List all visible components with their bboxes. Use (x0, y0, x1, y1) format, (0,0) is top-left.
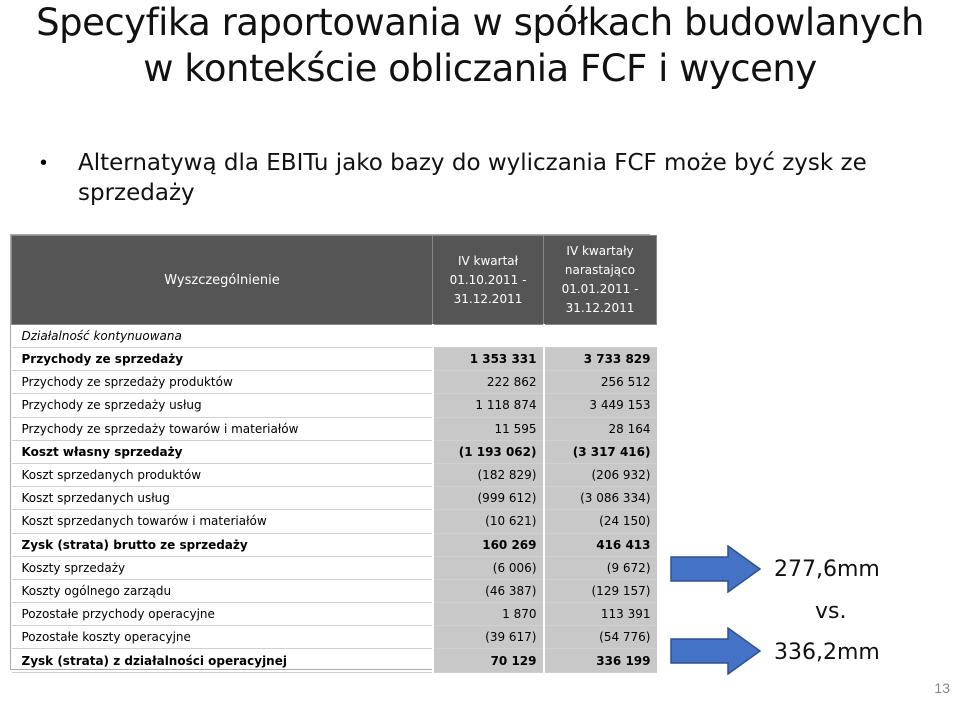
slide-title (0, 0, 960, 92)
row-q4: (10 621) (433, 510, 544, 533)
row-ytd: (206 932) (544, 463, 657, 486)
row-label: Przychody ze sprzedaży produktów (12, 371, 433, 394)
row-label: Koszty sprzedaży (12, 556, 433, 579)
row-q4: (182 829) (433, 463, 544, 486)
row-ytd: 28 164 (544, 417, 657, 440)
table-row (12, 510, 657, 533)
header-spec: Wyszczególnienie (12, 236, 433, 325)
bullet-text: Alternatywą dla EBITu jako bazy do wyliczania FCF może być zysk ze sprzedaży (78, 150, 867, 206)
header-ytd-line2: narastająco (564, 263, 636, 277)
row-q4: (46 387) (433, 579, 544, 602)
arrow-right-icon-top (670, 545, 762, 593)
row-ytd: (24 150) (544, 510, 657, 533)
row-label: Koszt sprzedanych usług (12, 487, 433, 510)
row-q4: 1 353 331 (433, 348, 544, 371)
table-row (12, 603, 657, 626)
row-label: Zysk (strata) z działalności operacyjnej (12, 649, 433, 672)
value-ebit: 277,6mm (774, 557, 880, 582)
header-ytd-line4: 31.12.2011 (565, 301, 635, 315)
row-q4: 1 118 874 (433, 394, 544, 417)
table-header-row (12, 236, 657, 325)
row-q4: (6 006) (433, 556, 544, 579)
financial-table-grid (11, 235, 657, 673)
table-row (12, 417, 657, 440)
table-row (12, 579, 657, 602)
bullet-dot-icon: • (40, 152, 48, 174)
row-ytd: 3 449 153 (544, 394, 657, 417)
header-q4-line3: 31.12.2011 (453, 291, 523, 306)
header-q4-line1: IV kwartał (457, 253, 519, 268)
table-row (12, 626, 657, 649)
row-ytd (544, 325, 657, 348)
row-ytd: 416 413 (544, 533, 657, 556)
row-ytd: 3 733 829 (544, 348, 657, 371)
row-label: Przychody ze sprzedaży (12, 348, 433, 371)
row-ytd: (54 776) (544, 626, 657, 649)
row-q4: (1 193 062) (433, 440, 544, 463)
row-label: Koszt własny sprzedaży (12, 440, 433, 463)
table-row (12, 463, 657, 486)
row-label: Przychody ze sprzedaży usług (12, 394, 433, 417)
row-q4: 1 870 (433, 603, 544, 626)
row-q4: 222 862 (433, 371, 544, 394)
table-row (12, 371, 657, 394)
row-label: Koszty ogólnego zarządu (12, 579, 433, 602)
header-q4 (433, 236, 544, 325)
row-q4: 11 595 (433, 417, 544, 440)
financial-table (10, 234, 650, 670)
row-label: Przychody ze sprzedaży towarów i materiałów (12, 417, 433, 440)
row-label: Zysk (strata) brutto ze sprzedaży (12, 533, 433, 556)
row-q4 (433, 325, 544, 348)
page-number: 13 (934, 680, 950, 696)
row-label: Działalność kontynuowana (12, 325, 433, 348)
row-q4: 160 269 (433, 533, 544, 556)
row-ytd: 113 391 (544, 603, 657, 626)
row-label: Koszt sprzedanych produktów (12, 463, 433, 486)
row-ytd: 256 512 (544, 371, 657, 394)
table-row (12, 325, 657, 348)
header-q4-line2: 01.10.2011 - (449, 272, 527, 287)
row-q4: (39 617) (433, 626, 544, 649)
header-ytd (544, 236, 657, 325)
row-label: Koszt sprzedanych towarów i materiałów (12, 510, 433, 533)
row-ytd: 336 199 (544, 649, 657, 672)
row-ytd: (3 317 416) (544, 440, 657, 463)
table-row (12, 649, 657, 672)
row-q4: (999 612) (433, 487, 544, 510)
row-ytd: (9 672) (544, 556, 657, 579)
row-label: Pozostałe koszty operacyjne (12, 626, 433, 649)
row-label: Pozostałe przychody operacyjne (12, 603, 433, 626)
table-row (12, 533, 657, 556)
header-ytd-line3: 01.01.2011 - (561, 282, 639, 296)
header-ytd-line1: IV kwartały (566, 244, 634, 258)
row-ytd: (129 157) (544, 579, 657, 602)
row-q4: 70 129 (433, 649, 544, 672)
table-row (12, 394, 657, 417)
table-row (12, 440, 657, 463)
table-row (12, 348, 657, 371)
row-ytd: (3 086 334) (544, 487, 657, 510)
title-line-2: w kontekście obliczania FCF i wyceny (143, 47, 817, 90)
value-sales-profit: 336,2mm (774, 640, 880, 665)
table-row (12, 487, 657, 510)
table-row (12, 556, 657, 579)
arrow-right-icon-bottom (670, 627, 762, 675)
versus-label: vs. (815, 599, 847, 624)
title-line-1: Specyfika raportowania w spółkach budowlanych (36, 1, 924, 44)
